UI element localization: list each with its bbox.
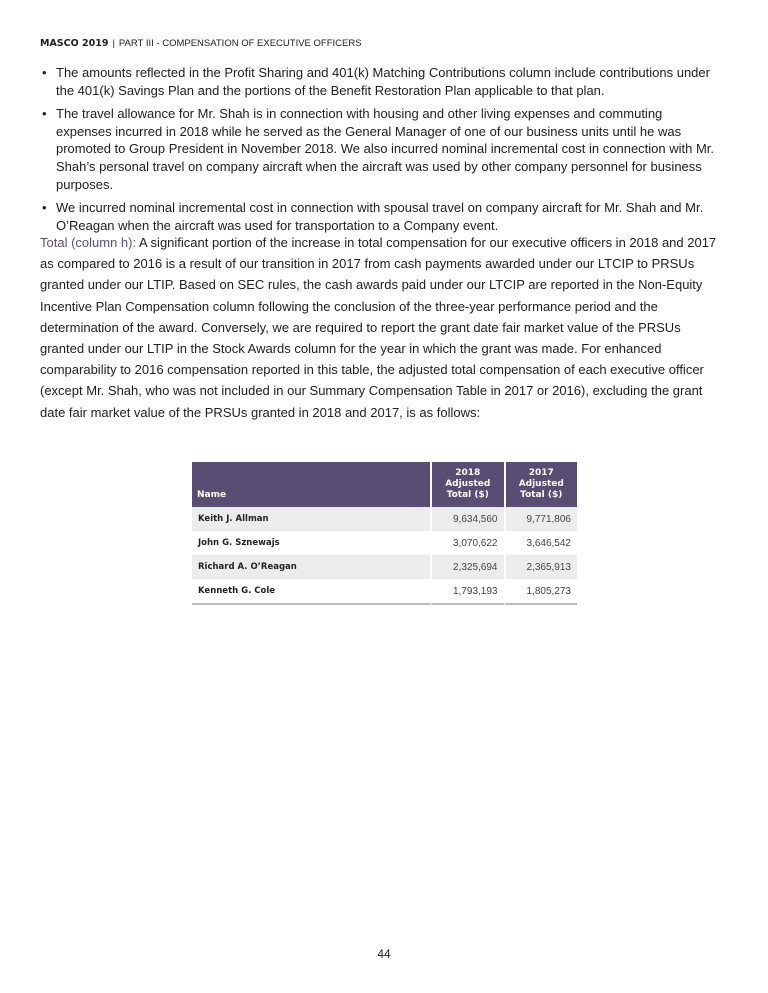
header-brand: MASCO 2019 xyxy=(40,38,109,49)
total-2017: 9,771,806 xyxy=(504,507,578,531)
table-header-row xyxy=(192,462,577,507)
total-2018: 2,325,694 xyxy=(430,555,504,579)
officer-name: Richard A. O’Reagan xyxy=(192,555,430,579)
paragraph-lead: Total (column h): xyxy=(40,235,137,250)
header-line: Adjusted xyxy=(518,479,564,489)
bullet-text: We incurred nominal incremental cost in connection with spousal travel on company aircraft for Mr. Shah and Mr. O’Reagan when the aircraft was used for transportation to a Company event. xyxy=(56,200,704,233)
table-row xyxy=(192,579,577,605)
header-name: Name xyxy=(192,462,430,507)
total-2017: 3,646,542 xyxy=(504,531,578,555)
paragraph-text: A significant portion of the increase in total compensation for our executive officers in 2018 and 2017 as compared to 2016 is a result of our transition in 2017 from cash payments awarded under our LTCIP to PRSUs granted under our LTIP. Based on SEC rules, the cash awards paid under our LTCIP are reported in the Non-Equity Incentive Plan Compensation column following the conclusion of the three-year performance period and the determination of the award. Conversely, we are required to report the grant date fair market value of the PRSUs granted under our LTIP in the Stock Awards column for the year in which the grant was made. For enhanced comparability to 2016 compensation reported in this table, the adjusted total compensation of each executive officer (except Mr. Shah, who was not included in our Summary Compensation Table in 2017 or 2016), excluding the grant date fair market value of the PRSUs granted in 2018 and 2017, is as follows: xyxy=(40,235,717,420)
table-row xyxy=(192,555,577,579)
bullet-text: The amounts reflected in the Profit Sharing and 401(k) Matching Contributions column include contributions under the 401(k) Savings Plan and the portions of the Benefit Restoration Plan applicable to that plan. xyxy=(56,65,710,98)
page-number: 44 xyxy=(377,947,391,961)
total-2018: 3,070,622 xyxy=(430,531,504,555)
header-line: Total ($) xyxy=(520,490,563,500)
officer-name: Kenneth G. Cole xyxy=(192,579,430,605)
list-item xyxy=(40,64,720,99)
adjusted-total-table xyxy=(192,462,577,605)
header-line: Total ($) xyxy=(446,490,489,500)
header-2017 xyxy=(504,462,578,507)
list-item xyxy=(40,199,720,234)
header-2018 xyxy=(430,462,504,507)
bullet-icon: • xyxy=(42,200,47,216)
total-2018: 1,793,193 xyxy=(430,579,504,605)
header-section: PART III - COMPENSATION OF EXECUTIVE OFFICERS xyxy=(118,38,362,49)
total-2017: 1,805,273 xyxy=(504,579,578,605)
list-item xyxy=(40,105,720,193)
bullet-text: The travel allowance for Mr. Shah is in connection with housing and other living expenses and commuting expenses incurred in 2018 while he served as the General Manager of one of our business units until he was promoted to Group President in November 2018. We also incurred nominal incremental cost in connection with Mr. Shah’s personal travel on company aircraft when the aircraft was used by other company personnel for business purposes. xyxy=(56,106,715,192)
running-header xyxy=(40,38,362,49)
header-year: 2018 xyxy=(455,468,481,478)
header-line: Adjusted xyxy=(445,479,491,489)
officer-name: Keith J. Allman xyxy=(192,507,430,531)
table-row xyxy=(192,507,577,531)
header-year: 2017 xyxy=(528,468,554,478)
table-row xyxy=(192,531,577,555)
total-column-paragraph xyxy=(40,232,720,423)
officer-name: John G. Sznewajs xyxy=(198,538,280,548)
bullet-icon: • xyxy=(42,65,47,80)
footnote-bullet-list xyxy=(40,64,720,240)
bullet-icon: • xyxy=(42,106,47,122)
total-2017: 2,365,913 xyxy=(504,555,578,579)
header-separator: | xyxy=(112,38,115,49)
total-2018: 9,634,560 xyxy=(430,507,504,531)
